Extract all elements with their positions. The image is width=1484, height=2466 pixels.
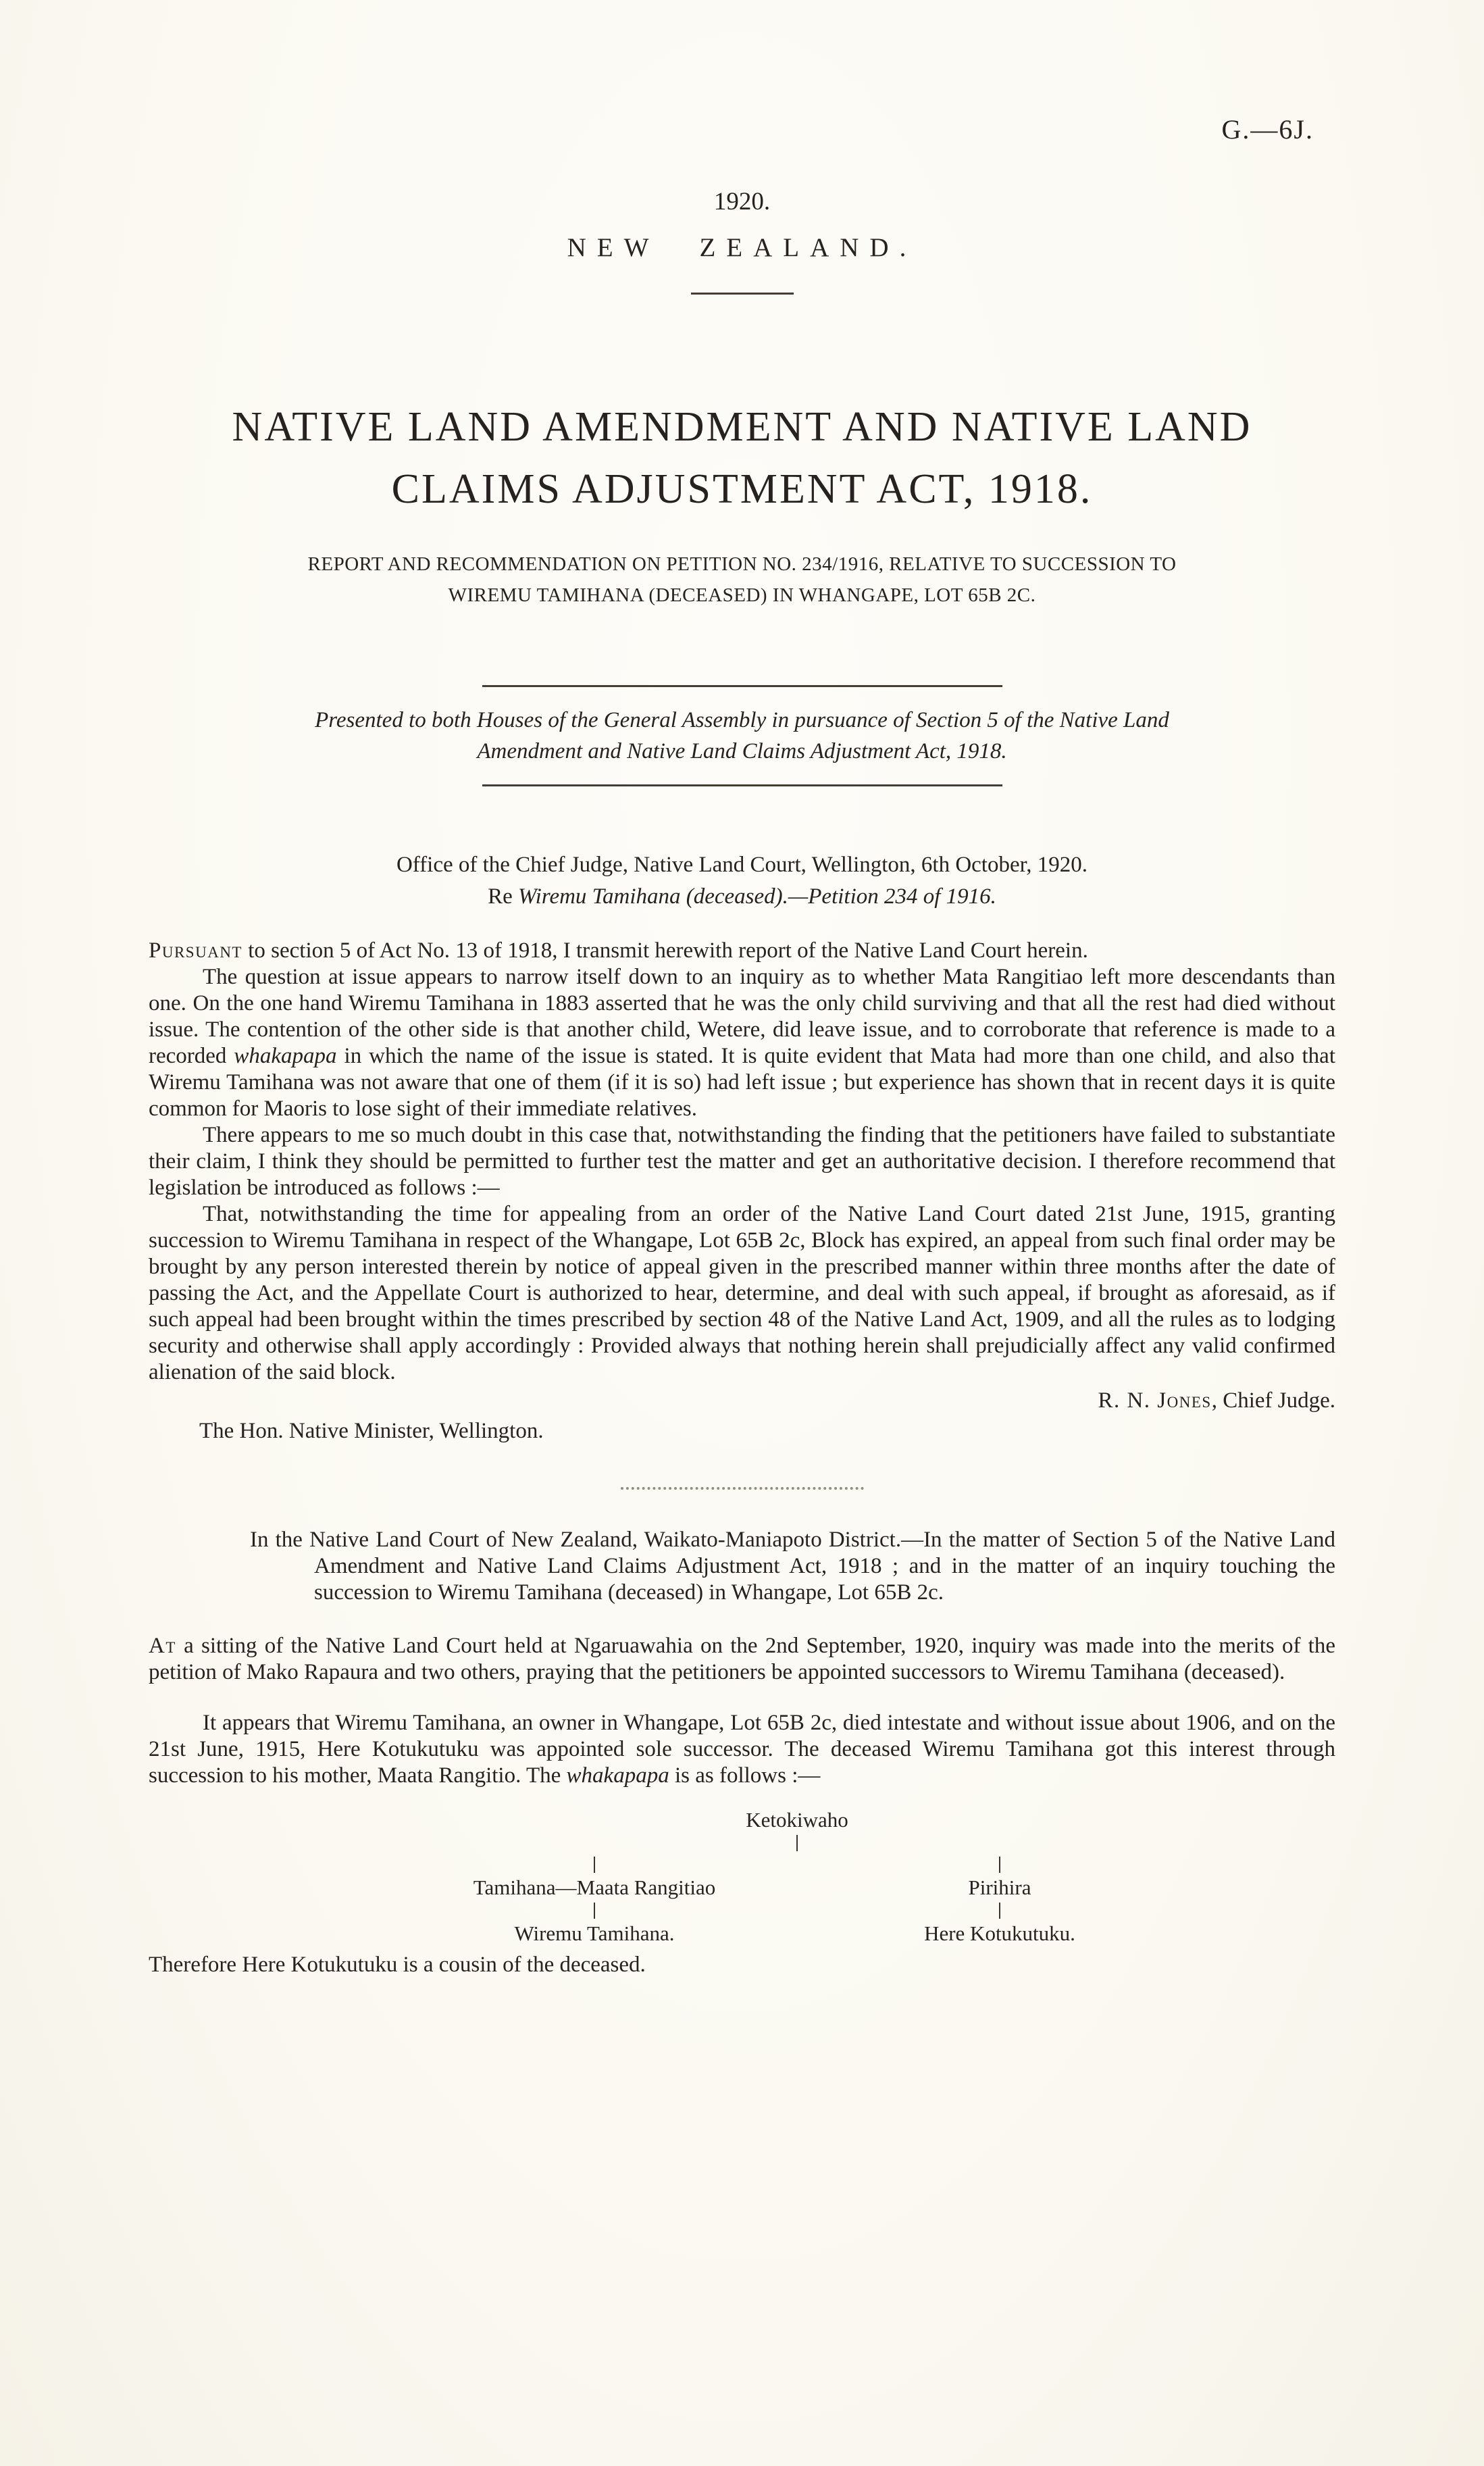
document-subtitle-line-1: REPORT AND RECOMMENDATION ON PETITION NO. 234/1916, RELATIVE TO SUCCESSION TO <box>307 553 1177 575</box>
court-heading: In the Native Land Court of New Zealand, Waikato-Maniapoto District.—In the matter of Section 5 of the Native Land Amendment and Native Land Claims Adjustment Act, 1918 ; and in the matter of an inquiry touching the succession to Wiremu Tamihana (deceased) in Whangape, Lot 65B 2c. <box>250 1528 1335 1605</box>
child-name: Here Kotukutuku. <box>924 1921 1075 1945</box>
doc-reference: G.—6J. <box>1221 114 1314 145</box>
parent-name: Tamihana—Maata Rangitiao <box>473 1876 716 1899</box>
paragraph-text: to section 5 of Act No. 13 of 1918, I transmit herewith report of the Native Land Court herein. <box>242 938 1088 963</box>
paragraph-lead-word: Pursuant <box>149 938 242 963</box>
maori-term: whakapapa <box>234 1044 337 1068</box>
document-subtitle-line-2: WIREMU TAMIHANA (DECEASED) IN WHANGAPE, LOT 65B 2C. <box>448 584 1036 606</box>
document-subtitle <box>149 549 1335 611</box>
paragraph-text: is as follows :— <box>669 1763 821 1788</box>
presented-rule-bottom <box>482 784 1002 786</box>
child-name: Wiremu Tamihana. <box>514 1921 675 1945</box>
re-line <box>149 884 1335 909</box>
year-heading: 1920. <box>713 188 771 216</box>
presented-note-line-1: Presented to both Houses of the General Assembly in pursuance of Section 5 of the Native Land <box>315 708 1169 732</box>
re-label: Re <box>488 884 518 909</box>
tree-connector <box>999 1903 1000 1919</box>
tree-connector <box>594 1857 595 1873</box>
presented-note <box>149 705 1335 767</box>
document-title-line-2: CLAIMS ADJUSTMENT ACT, 1918. <box>391 466 1093 512</box>
header-rule <box>691 293 794 295</box>
paragraph-text: The question at issue appears to narrow itself down to an inquiry as to whether Mata Rangitiao left more descendants than one. On the one hand Wiremu Tamihana in 1883 asserted that he was the only child surviving and that all the rest had died without issue. The contention of the other side is that another child, Wetere, did leave issue, and to corroborate that reference is made to a recorded <box>149 965 1335 1068</box>
parent-name: Pirihira <box>968 1876 1031 1899</box>
paragraph-text: It appears that Wiremu Tamihana, an owner in Whangape, Lot 65B 2c, died intestate and without issue about 1906, and on the 21st June, 1915, Here Kotukutuku was appointed sole successor. The deceased Wiremu Tamihana got this interest through succession to his mother, Maata Rangitio. The <box>149 1711 1335 1788</box>
tree-branch-left <box>392 1854 797 1946</box>
tree-root-name: Ketokiwaho <box>746 1808 848 1832</box>
tree-branches <box>392 1854 1202 1946</box>
maori-term: whakapapa <box>566 1763 669 1788</box>
paragraph-lead-word: At <box>149 1634 176 1658</box>
conclusion-line: Therefore Here Kotukutuku is a cousin of the deceased. <box>149 1953 646 1977</box>
re-subject: Wiremu Tamihana (deceased).—Petition 234 of 1916. <box>518 884 996 909</box>
presented-rule-top <box>482 685 1002 687</box>
addressee-line: The Hon. Native Minister, Wellington. <box>199 1419 544 1443</box>
paragraph-text: a sitting of the Native Land Court held at Ngaruawahia on the 2nd September, 1920, inquiry was made into the merits of the petition of Mako Rapaura and two others, praying that the petitioners be appointed successors to Wiremu Tamihana (deceased). <box>149 1634 1335 1684</box>
tree-connector <box>999 1857 1000 1873</box>
court-paragraph-2 <box>149 1710 1335 1789</box>
presented-note-line-2: Amendment and Native Land Claims Adjustment Act, 1918. <box>477 739 1007 763</box>
letter-paragraph-2 <box>149 964 1335 1122</box>
letter-paragraph-4: That, notwithstanding the time for appealing from an order of the Native Land Court dated 21st June, 1915, granting succession to Wiremu Tamihana in respect of the Whangape, Lot 65B 2c, Block has expired, an appeal from such final order may be brought by any person interested therein by notice of appeal given in the prescribed manner within three months after the date of passing the Act, and the Appellate Court is authorized to hear, determine, and deal with such appeal, if brought as aforesaid, as if such appeal had been brought within the times prescribed by section 48 of the Native Land Act, 1909, and all the rules as to lodging security and otherwise shall apply accordingly : Provided always that nothing herein shall prejudicially affect any valid confirmed alienation of the said block. <box>149 1202 1335 1384</box>
tree-connector <box>796 1835 798 1851</box>
paragraph-text: in which the name of the issue is stated. It is quite evident that Mata had more than one child, and also that Wiremu Tamihana was not aware that one of them (if it is so) had left issue ; but experience has shown that in recent days it is quite common for Maoris to lose sight of their immediate relatives. <box>149 1044 1335 1121</box>
tree-connector <box>594 1903 595 1919</box>
document-title-line-1: NATIVE LAND AMENDMENT AND NATIVE LAND <box>232 404 1252 450</box>
section-separator <box>621 1487 864 1490</box>
office-line: Office of the Chief Judge, Native Land Court, Wellington, 6th October, 1920. <box>396 853 1088 877</box>
signature-line <box>149 1388 1335 1413</box>
tree-branch-right <box>797 1854 1202 1946</box>
court-paragraph-1 <box>149 1633 1335 1686</box>
genealogy-tree <box>392 1808 1202 1946</box>
letter-paragraph-1 <box>149 938 1335 964</box>
signature-name: R. N. Jones <box>1098 1388 1212 1413</box>
signature-title: , Chief Judge. <box>1211 1388 1335 1413</box>
document-title <box>149 396 1335 520</box>
country-heading: NEW ZEALAND. <box>567 233 917 262</box>
letter-paragraph-3: There appears to me so much doubt in this case that, notwithstanding the finding that the petitioners have failed to substantiate their claim, I think they should be permitted to further test the matter and get an authoritative decision. I therefore recommend that legislation be introduced as follows :— <box>149 1123 1335 1200</box>
